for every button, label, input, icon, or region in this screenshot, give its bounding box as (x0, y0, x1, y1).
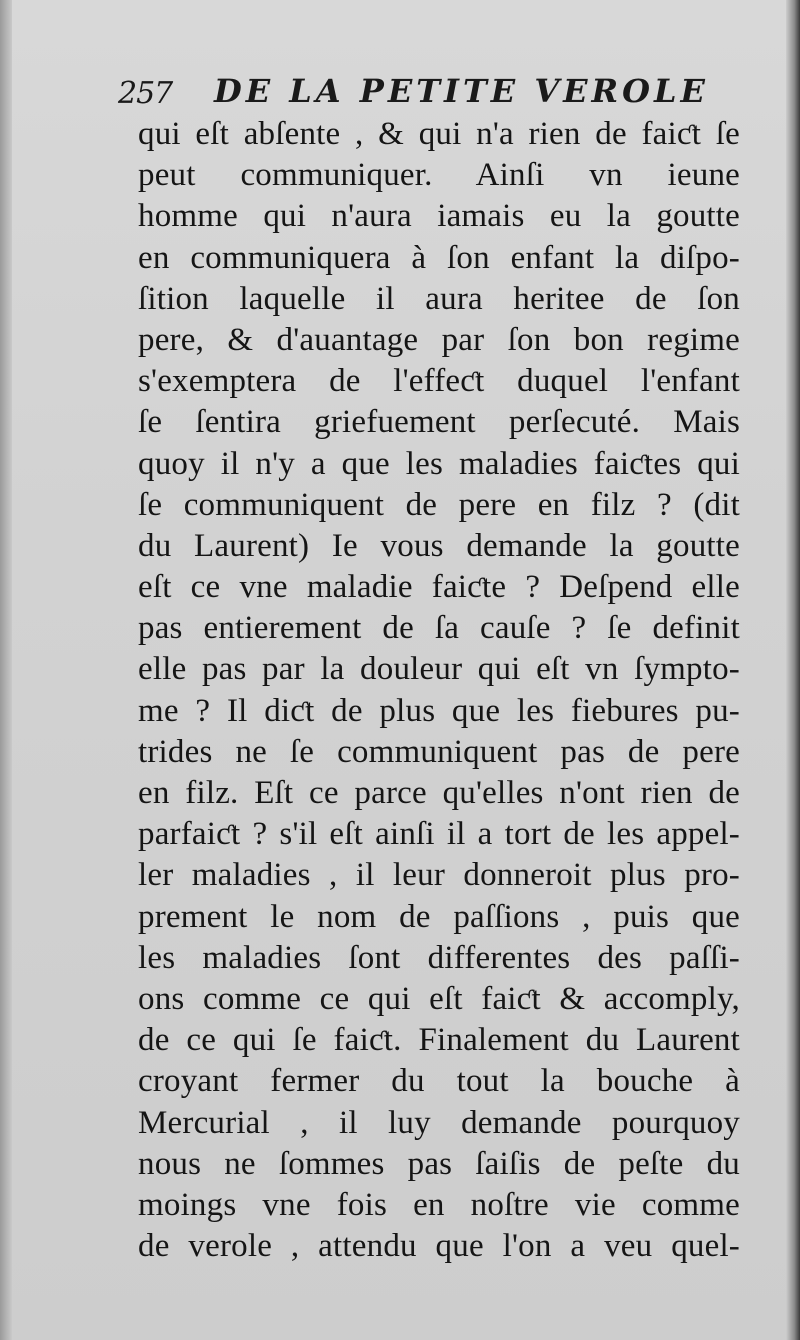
body-text (138, 114, 740, 1267)
page-number: 257 (118, 76, 173, 111)
text-line: nous ne ſommes pas ſaiſis de peſte du (138, 1145, 740, 1182)
page-left-edge (0, 0, 12, 1340)
text-line: de ce qui ſe faiƈt. Finalement du Laurent (138, 1022, 740, 1059)
text-line: ſition laquelle il aura heritee de ſon (138, 280, 740, 317)
text-line: du Laurent) Ie vous demande la goutte (138, 527, 740, 564)
text-line: Mercurial , il luy demande pourquoy (138, 1104, 740, 1141)
text-line: s'exemptera de l'effeƈt duquel l'enfant (138, 363, 740, 400)
text-line: moings vne fois en noſtre vie comme (138, 1186, 740, 1223)
text-line: ſe ſentira griefuement perſecuté. Mais (138, 404, 740, 441)
text-line: ons comme ce qui eſt faiƈt & accomply, (138, 980, 740, 1017)
text-line: en filz. Eſt ce parce qu'elles n'ont rien de (138, 775, 740, 811)
text-line: eſt ce vne maladie faiƈte ? Deſpend elle (138, 569, 740, 606)
text-line: pas entierement de ſa cauſe ? ſe definit (138, 610, 740, 647)
text-line: parfaiƈt ? s'il eſt ainſi il a tort de les appel- (138, 816, 740, 853)
text-line: de verole , attendu que l'on a veu quel- (138, 1228, 740, 1265)
text-line: croyant fermer du tout la bouche à (138, 1063, 740, 1100)
text-line: ler maladies , il leur donneroit plus pro- (138, 857, 740, 894)
text-line: elle pas par la douleur qui eſt vn ſympto- (138, 651, 740, 688)
text-line: les maladies ſont differentes des paſſi- (138, 939, 740, 976)
text-line: qui eſt abſente , & qui n'a rien de faiƈt ſe (138, 116, 740, 152)
text-line: prement le nom de paſſions , puis que (138, 898, 740, 935)
text-line: homme qui n'aura iamais eu la goutte (138, 198, 740, 235)
text-line: peut communiquer. Ainſi vn ieune (138, 157, 740, 194)
text-line: en communiquera à ſon enfant la diſpo- (138, 239, 740, 276)
text-line: quoy il n'y a que les maladies faiƈtes qui (138, 445, 740, 482)
page-header (118, 62, 718, 114)
text-line: trides ne ſe communiquent pas de pere (138, 733, 740, 770)
text-line: me ? Il diƈt de plus que les fiebures pu- (138, 692, 740, 729)
text-line: ſe communiquent de pere en filz ? (dit (138, 486, 740, 523)
running-title: DE LA PETITE VEROLE (214, 72, 709, 110)
page-right-edge (786, 0, 800, 1340)
text-line: pere, & d'auantage par ſon bon regime (138, 321, 740, 358)
